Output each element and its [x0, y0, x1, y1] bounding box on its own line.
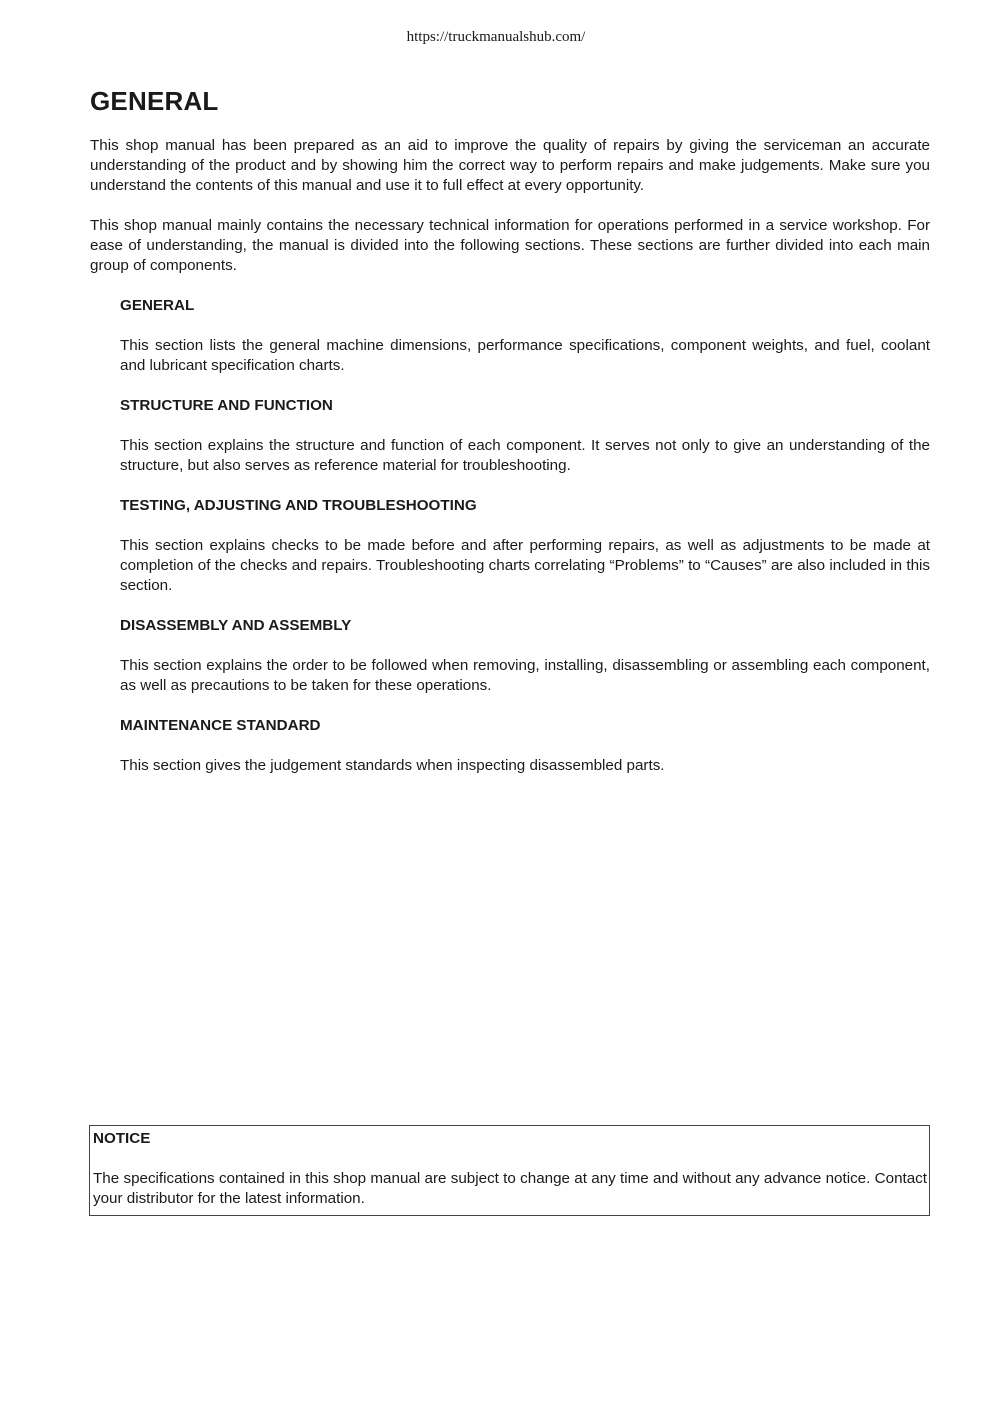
section-list [120, 296, 930, 796]
section-description: This section explains the structure and function of each component. It serves not only to give an understanding of the structure, but also serves as reference material for troubleshooting. [120, 437, 930, 474]
section-testing-adjusting-troubleshooting [120, 496, 930, 596]
section-general [120, 296, 930, 376]
section-description: This section gives the judgement standards when inspecting disassembled parts. [120, 757, 665, 774]
section-heading: GENERAL [120, 297, 195, 314]
section-description: This section explains the order to be followed when removing, installing, disassembling or assembling each component, as well as precautions to be taken for these operations. [120, 657, 930, 694]
site-url: https://truckmanualshub.com/ [406, 29, 586, 45]
section-maintenance-standard [120, 716, 930, 776]
section-heading: STRUCTURE AND FUNCTION [120, 397, 333, 414]
section-description: This section explains checks to be made before and after performing repairs, as well as adjustments to be made at completion of the checks and repairs. Troubleshooting charts correlating “Problems” to “Causes” are also included in this section. [120, 537, 930, 594]
page-title: GENERAL [90, 86, 219, 116]
notice-title: NOTICE [93, 1130, 151, 1147]
section-heading: TESTING, ADJUSTING AND TROUBLESHOOTING [120, 497, 477, 514]
notice-text: The specifications contained in this shop manual are subject to change at any time and without any advance notice. Contact your distributor for the latest information. [93, 1170, 927, 1207]
section-heading: DISASSEMBLY AND ASSEMBLY [120, 617, 352, 634]
section-heading: MAINTENANCE STANDARD [120, 717, 321, 734]
notice-box [89, 1125, 930, 1216]
section-structure-and-function [120, 396, 930, 476]
intro-paragraph-1: This shop manual has been prepared as an aid to improve the quality of repairs by giving the serviceman an accurate understanding of the product and by showing him the correct way to perform repairs and make judgements. Make sure you understand the contents of this manual and use it to full effect at every opportunity. [90, 137, 930, 194]
intro-paragraph-2: This shop manual mainly contains the necessary technical information for operations performed in a service workshop. For ease of understanding, the manual is divided into the following sections. These sections are further divided into each main group of components. [90, 217, 930, 274]
section-disassembly-and-assembly [120, 616, 930, 696]
section-description: This section lists the general machine dimensions, performance specifications, component weights, and fuel, coolant and lubricant specification charts. [120, 337, 930, 374]
